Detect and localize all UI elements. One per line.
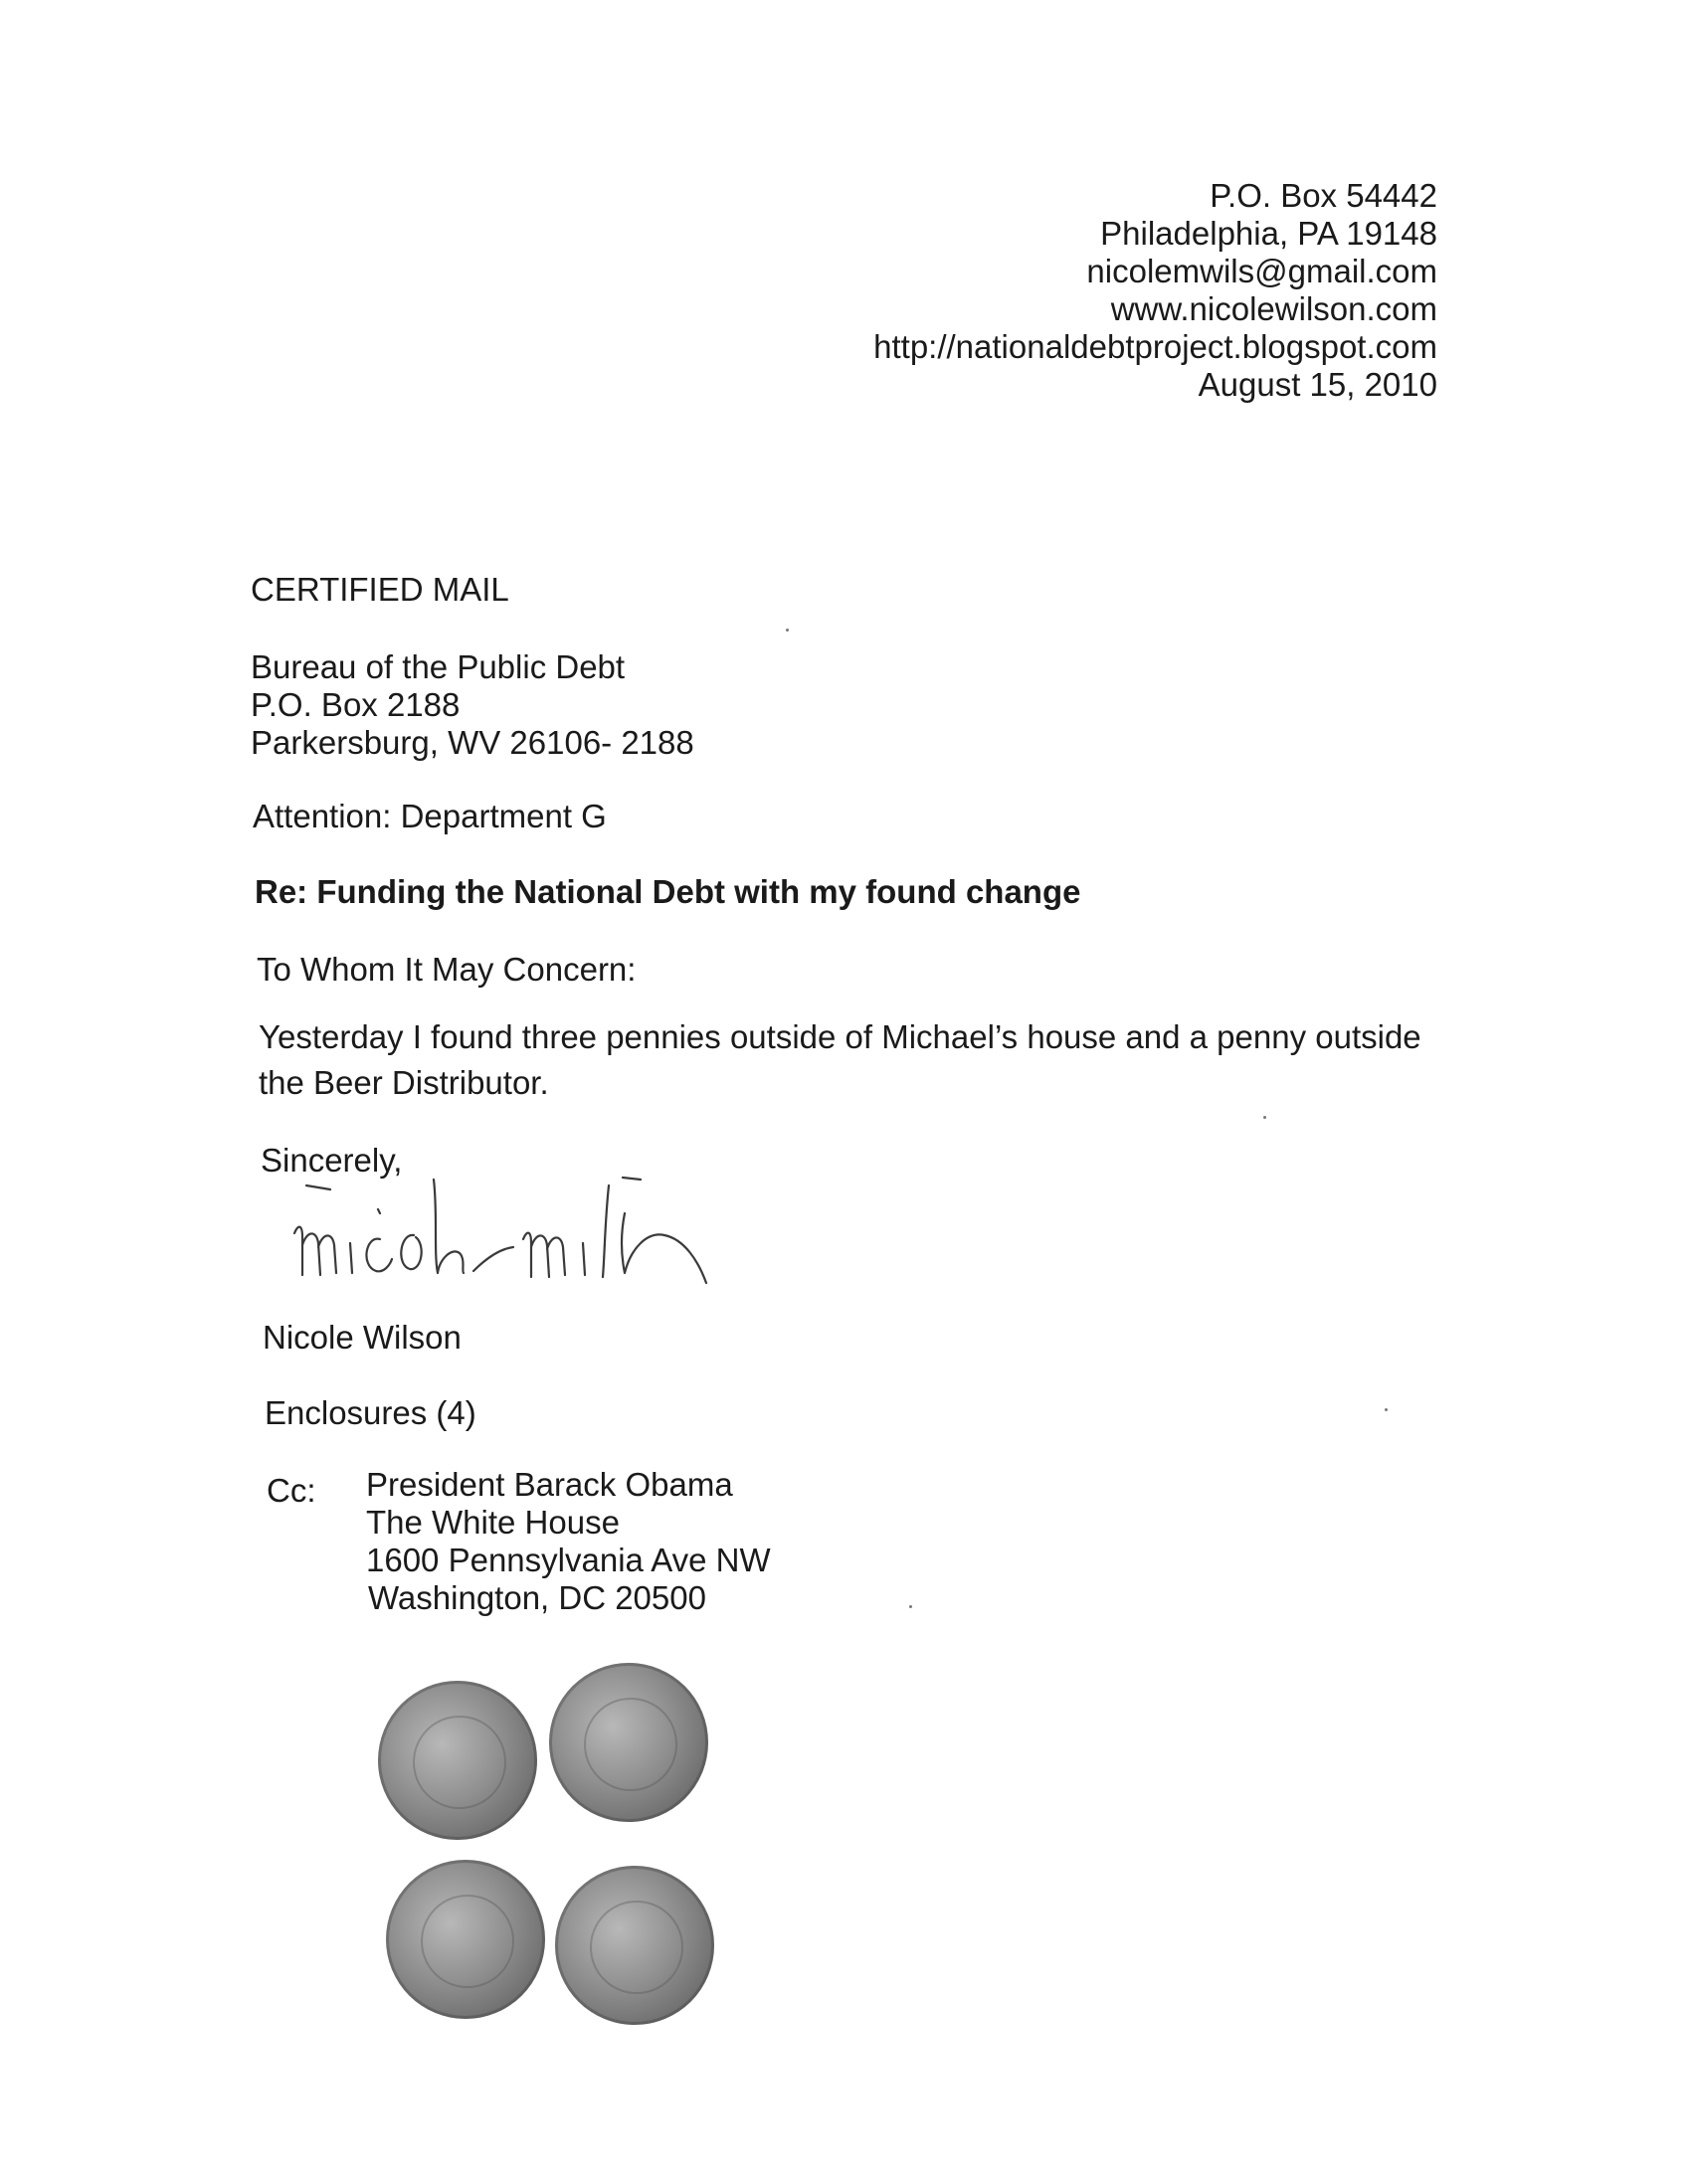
cc-line-4: Washington, DC 20500	[368, 1579, 706, 1616]
closing: Sincerely,	[261, 1142, 403, 1179]
mail-type: CERTIFIED MAIL	[251, 571, 509, 608]
recipient-name: Bureau of the Public Debt	[251, 648, 626, 685]
sender-blog: http://nationaldebtproject.blogspot.com	[873, 328, 1437, 365]
penny-icon	[386, 1860, 545, 2019]
scan-speck	[1263, 1116, 1266, 1119]
handwritten-signature	[288, 1174, 846, 1323]
body-line-1: Yesterday I found three pennies outside of Michael’s house and a penny outside	[259, 1018, 1421, 1055]
letter-date: August 15, 2010	[1198, 366, 1437, 403]
sender-po-box: P.O. Box 54442	[1210, 177, 1437, 214]
scan-speck	[1385, 1408, 1388, 1411]
signer-name: Nicole Wilson	[263, 1319, 462, 1356]
body-line-2: the Beer Distributor.	[259, 1064, 549, 1101]
scan-speck	[909, 1605, 912, 1608]
sender-address-block	[741, 177, 1437, 404]
attention-line: Attention: Department G	[253, 798, 607, 834]
scan-speck	[786, 629, 789, 632]
enclosures-note: Enclosures (4)	[265, 1394, 476, 1431]
enclosed-pennies	[368, 1681, 726, 2039]
cc-line-2: The White House	[366, 1504, 620, 1541]
salutation: To Whom It May Concern:	[257, 951, 637, 988]
penny-icon	[549, 1663, 708, 1822]
penny-icon	[378, 1681, 537, 1840]
recipient-po-box: P.O. Box 2188	[251, 686, 461, 723]
cc-label: Cc:	[267, 1472, 316, 1509]
penny-icon	[555, 1866, 714, 2025]
cc-line-3: 1600 Pennsylvania Ave NW	[366, 1542, 771, 1578]
sender-city: Philadelphia, PA 19148	[1100, 215, 1437, 252]
recipient-city: Parkersburg, WV 26106- 2188	[251, 724, 694, 761]
sender-email: nicolemwils@gmail.com	[1086, 253, 1437, 289]
cc-line-1: President Barack Obama	[366, 1466, 733, 1503]
subject-line: Re: Funding the National Debt with my found change	[255, 873, 1081, 910]
sender-website: www.nicolewilson.com	[1110, 290, 1437, 327]
